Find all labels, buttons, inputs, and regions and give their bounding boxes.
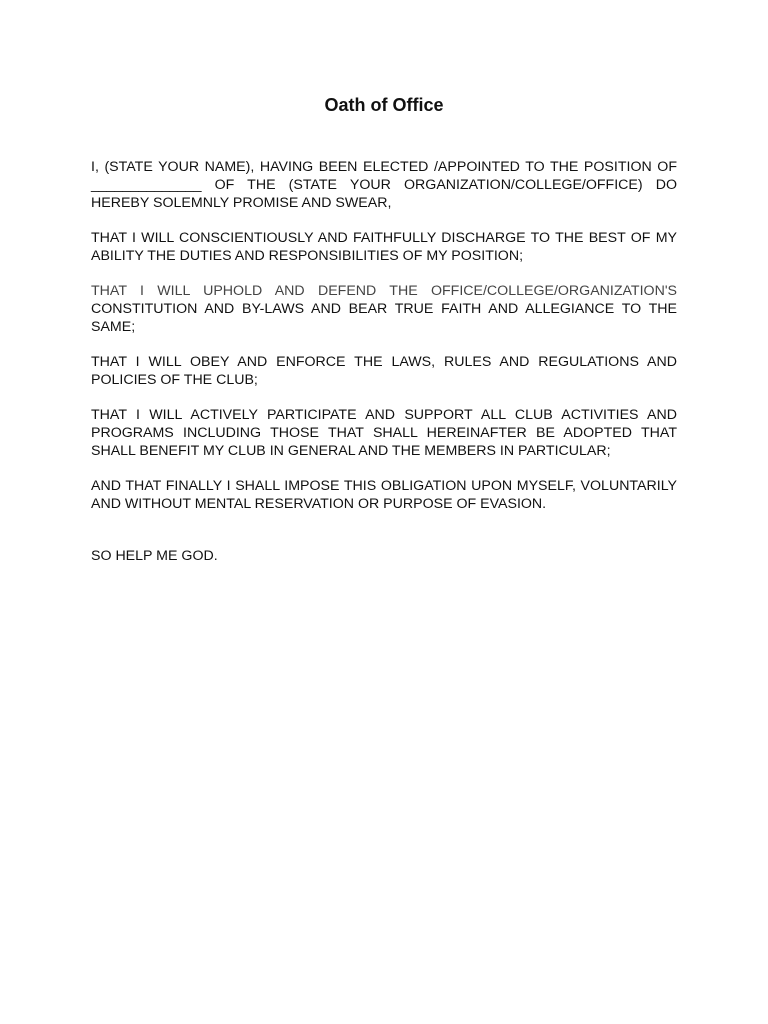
document-title: Oath of Office <box>324 95 444 115</box>
oath-paragraph-participation: THAT I WILL ACTIVELY PARTICIPATE AND SUPPORT ALL CLUB ACTIVITIES AND PROGRAMS INCLUDING THOSE THAT SHALL HEREINAFTER BE ADOPTED THAT SHALL BENEFIT MY CLUB IN GENERAL AND THE MEMBERS IN PARTICULAR; <box>91 407 677 459</box>
oath-paragraph-laws: THAT I WILL OBEY AND ENFORCE THE LAWS, RULES AND REGULATIONS AND POLICIES OF THE CLUB; <box>91 354 677 388</box>
oath-closing: SO HELP ME GOD. <box>91 548 218 564</box>
oath-paragraph-constitution-rest: CONSTITUTION AND BY-LAWS AND BEAR TRUE FAITH AND ALLEGIANCE TO THE SAME; <box>91 301 677 335</box>
oath-paragraph-constitution <box>91 282 677 336</box>
oath-paragraph-duties: THAT I WILL CONSCIENTIOUSLY AND FAITHFULLY DISCHARGE TO THE BEST OF MY ABILITY THE DUTIES AND RESPONSIBILITIES OF MY POSITION; <box>91 230 677 264</box>
document-body <box>91 158 677 565</box>
oath-paragraph-constitution-first-line: THAT I WILL UPHOLD AND DEFEND THE OFFICE/COLLEGE/ORGANIZATION'S <box>91 283 677 299</box>
oath-paragraph-obligation: AND THAT FINALLY I SHALL IMPOSE THIS OBLIGATION UPON MYSELF, VOLUNTARILY AND WITHOUT MENTAL RESERVATION OR PURPOSE OF EVASION. <box>91 478 677 512</box>
oath-paragraph-intro: I, (STATE YOUR NAME), HAVING BEEN ELECTED /APPOINTED TO THE POSITION OF ______________ OF THE (STATE YOUR ORGANIZATION/COLLEGE/OFFICE) DO HEREBY SOLEMNLY PROMISE AND SWEAR, <box>91 159 677 211</box>
